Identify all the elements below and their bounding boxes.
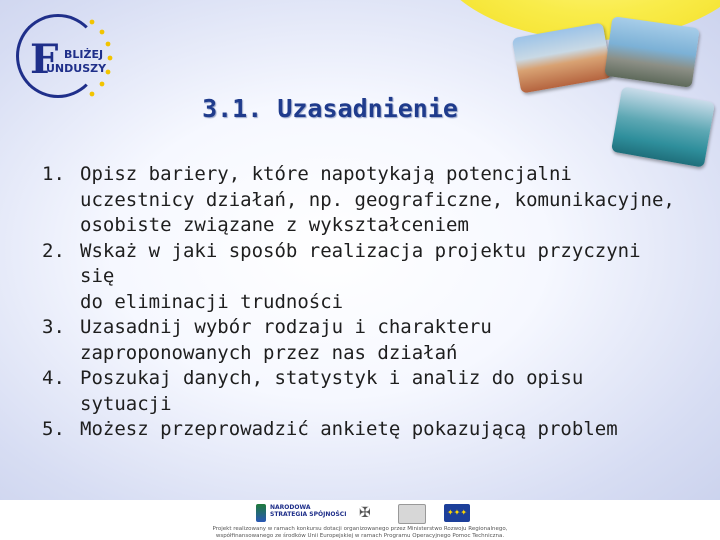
slide-title: 3.1. Uzasadnienie [202,94,458,123]
item-line: osobiste związane z wykształceniem [80,214,469,236]
item-line: do eliminacji trudności [80,290,344,313]
eagle-emblem-icon: ✠ [359,505,371,521]
item-line: Poszukaj danych, statystyk i analiz do opisu sytuacji [80,367,584,415]
nss-line-1: NARODOWA [270,504,311,511]
requirements-list [42,162,682,443]
logo-line-2: UNDUSZY [46,62,107,75]
nss-line-2: STRATEGIA SPÓJNOŚCI [270,511,347,518]
item-number: 4. [42,367,65,389]
footer-bar [0,500,720,540]
list-item [42,239,682,316]
funds-logo [14,14,114,100]
item-line: uczestnicy działań, np. geograficzne, komunikacyjne, [80,188,675,211]
item-line: Możesz przeprowadzić ankietę pokazującą problem [80,418,618,440]
footer-text [180,526,540,540]
eu-stars-icon: ✦✦✦ [446,508,468,517]
logo-text [46,48,106,76]
logo-letter: F [30,36,59,83]
item-number: 1. [42,163,65,185]
item-number: 2. [42,239,65,262]
list-item [42,162,682,239]
logo-line-1: BLIŻEJ [64,48,104,61]
puzzle-photo-town [512,22,612,93]
item-line: Uzasadnij wybór rodzaju i charakteru [80,316,492,338]
item-line: Opisz bariery, które napotykają potencjalni [80,163,572,185]
efs-logo-icon [398,504,426,524]
list-item [42,366,682,417]
item-line: zaproponowanych przez nas działań [80,341,458,364]
item-number: 5. [42,418,65,440]
item-line: Wskaż w jaki sposób realizacja projektu przyczyni się [80,239,641,287]
nss-logo-text [270,504,346,518]
nss-logo-icon [256,504,266,522]
item-number: 3. [42,316,65,338]
footer-line-1: Projekt realizowany w ramach konkursu dotacji organizowanego przez Ministerstwo Rozwoju Regionalnego, [212,526,508,532]
list-item [42,417,682,443]
puzzle-photo-building [604,16,699,88]
footer-line-2: współfinansowanego ze środków Unii Europejskiej w ramach Programu Operacyjnego Pomoc Techniczna. [215,533,505,539]
list-item [42,315,682,366]
